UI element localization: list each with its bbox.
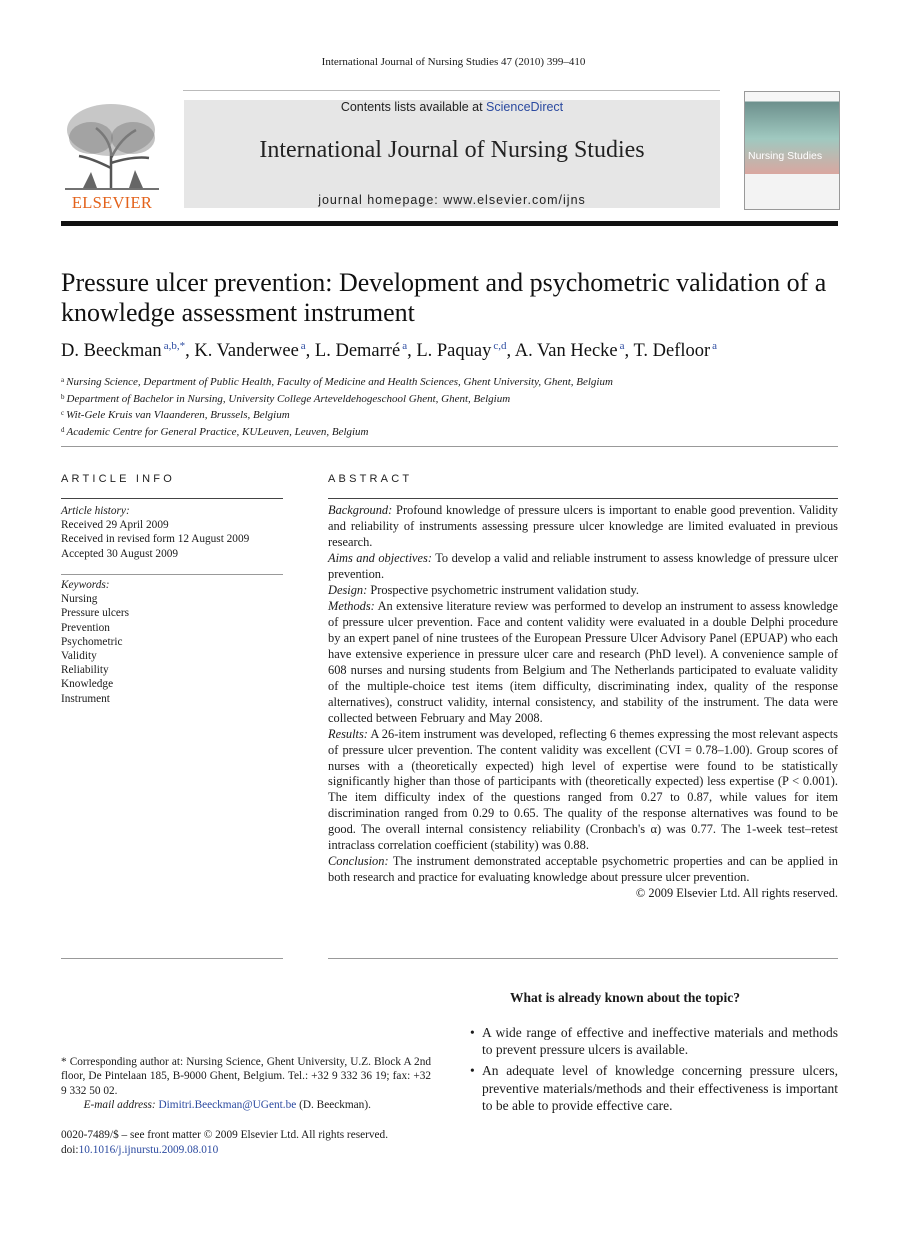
history-item: Accepted 30 August 2009	[61, 547, 179, 560]
journal-homepage[interactable]: journal homepage: www.elsevier.com/ijns	[318, 193, 586, 207]
keyword: Pressure ulcers	[61, 607, 130, 620]
author: L. Paquay $^{c,d}$	[416, 340, 507, 361]
email-label: E-mail address:	[83, 1099, 156, 1111]
divider	[328, 498, 838, 499]
history-item: Received 29 April 2009	[61, 519, 169, 532]
divider	[61, 446, 838, 447]
divider	[61, 958, 283, 959]
running-head: International Journal of Nursing Studies 47 (2010) 399–410	[321, 56, 586, 68]
author: K. Vanderwee $^a$	[194, 340, 306, 361]
author-list: D. Beeckman $^{a,b,*}$, K. Vanderwee $^a$, L. Demarré $^a$, L. Paquay $^{c,d}$, A. Van Hecke $^a$, T. Defloor $^a$	[61, 340, 718, 361]
keyword: Prevention	[61, 621, 110, 634]
cover-title: Nursing Studies	[748, 150, 823, 162]
front-matter	[61, 1128, 461, 1157]
article-history	[61, 504, 291, 561]
masthead-bottom-rule	[61, 221, 838, 226]
author: L. Demarré $^a$	[314, 340, 408, 361]
email-line	[61, 1098, 431, 1112]
keyword: Nursing	[61, 593, 98, 606]
publisher-name: ELSEVIER	[71, 193, 153, 212]
contents-line	[184, 100, 720, 114]
affiliation: $^d$ Academic Centre for General Practice, KULeuven, Leuven, Belgium	[61, 425, 369, 438]
abstract-body	[328, 503, 838, 902]
affiliation: $^c$ Wit-Gele Kruis van Vlaanderen, Brussels, Belgium	[61, 409, 290, 422]
email-link[interactable]: Dimitri.Beeckman@UGent.be	[158, 1099, 297, 1111]
doi-line: doi:10.1016/j.ijnurstu.2009.08.010	[61, 1143, 219, 1156]
corresponding-author-note: * Corresponding author at: Nursing Science, Ghent University, U.Z. Block A 2nd floor, De Pintelaan 185, B-9000 Ghent, Belgium. Tel.: +32 9 332 36 19; fax: +32 9 332 50 02.	[61, 1056, 431, 1097]
divider	[61, 498, 283, 499]
known-heading: What is already known about the topic?	[509, 990, 741, 1005]
article-info-heading: ARTICLE INFO	[61, 473, 175, 485]
doi-link[interactable]: 10.1016/j.ijnurstu.2009.08.010	[78, 1143, 219, 1156]
article-title: Pressure ulcer prevention: Development and psychometric validation of a knowledge assessment instrument	[61, 268, 827, 327]
list-item: • An adequate level of knowledge concerning pressure ulcers, preventive materials/methods and their effectiveness is important to be able to provide effective care.	[470, 1063, 838, 1113]
affiliations	[61, 373, 841, 439]
email-owner: (D. Beeckman).	[296, 1099, 371, 1111]
history-label: Article history:	[61, 505, 130, 517]
history-item: Received in revised form 12 August 2009	[61, 533, 250, 546]
author: T. Defloor $^a$	[633, 340, 718, 361]
list-item: • A wide range of effective and ineffective materials and methods to prevent pressure ulcers is available.	[470, 1025, 838, 1058]
copyright: © 2009 Elsevier Ltd. All rights reserved.	[635, 886, 838, 901]
affiliation: $^b$ Department of Bachelor in Nursing, University College Arteveldehogeschool Ghent, Ghent, Belgium	[61, 392, 511, 405]
keyword: Psychometric	[61, 635, 123, 648]
abstract-section-conclusion: Conclusion: The instrument demonstrated acceptable psychometric properties and can be applied in both research and practice for evaluating knowledge about pressure ulcer prevention.	[328, 854, 838, 885]
abstract-section-methods: Methods: An extensive literature review was performed to develop an instrument to assess knowledge of pressure ulcer prevention. Face and content validity were evaluated in a double Delphi procedure by an expert panel of nine trustees of the European Pressure Ulcer Advisory Panel (EPUAP) who each have extensive experience in pressure ulcer care and research (PhD level). A convenience sample of 608 nurses and nursing students from Belgium and The Netherlands participated to evaluate validity of the multiple-choice test items (item difficulty, discriminating index, quality of the response alternatives), construct validity, internal consistency, and stability of the instrument. The data were collected between February and May 2008.	[328, 598, 838, 725]
keyword: Validity	[61, 650, 97, 663]
bullet-icon: •	[470, 1063, 475, 1079]
abstract-section-design: Design: Prospective psychometric instrument validation study.	[328, 582, 639, 597]
keyword: Knowledge	[61, 678, 114, 691]
abstract-heading: ABSTRACT	[328, 473, 413, 485]
journal-name: International Journal of Nursing Studies	[259, 137, 645, 163]
known-list	[470, 1024, 838, 1118]
front-matter-line: 0020-7489/$ – see front matter © 2009 Elsevier Ltd. All rights reserved.	[61, 1129, 389, 1141]
masthead-top-rule	[183, 90, 720, 91]
keyword: Instrument	[61, 692, 110, 705]
keywords	[61, 578, 291, 706]
keyword: Reliability	[61, 664, 109, 677]
author: A. Van Hecke $^a$	[514, 340, 625, 361]
abstract-section-background: Background: Profound knowledge of pressure ulcers is important to enable good prevention. Validity and reliability of instruments assessing pressure ulcer knowledge are limited evaluated in previous research.	[328, 503, 838, 549]
contents-prefix: Contents lists available at	[340, 100, 487, 114]
keywords-label: Keywords:	[61, 579, 110, 591]
divider	[61, 574, 283, 575]
abstract-section-results: Results: A 26-item instrument was developed, reflecting 6 themes expressing the most relevant aspects of pressure ulcer prevention. The content validity was excellent (CVI = 0.78–1.00). Group scores of nurses with a (theoretically expected) high level of expertise were found to be statistically significantly higher than those of participants with (theoretically expected) less expertise (P < 0.001). The item difficulty index of the questions ranged from 0.27 to 0.87, while values for item discrimination ranged from 0.29 to 0.65. The quality of the response alternatives was found to be good. The overall internal consistency reliability (Cronbach's α) was 0.77. The 1-week test–retest intraclass correlation coefficient (stability) was 0.88.	[328, 726, 838, 853]
affiliation: $^a$ Nursing Science, Department of Public Health, Faculty of Medicine and Health Sciences, Ghent University, Ghent, Belgium	[61, 376, 613, 388]
divider	[328, 958, 838, 959]
author: D. Beeckman $^{a,b,*}$	[61, 340, 186, 361]
bullet-icon: •	[470, 1025, 475, 1040]
sciencedirect-link[interactable]: ScienceDirect	[486, 100, 564, 114]
abstract-section-aims: Aims and objectives: To develop a valid and reliable instrument to assess knowledge of pressure ulcer prevention.	[328, 550, 838, 581]
